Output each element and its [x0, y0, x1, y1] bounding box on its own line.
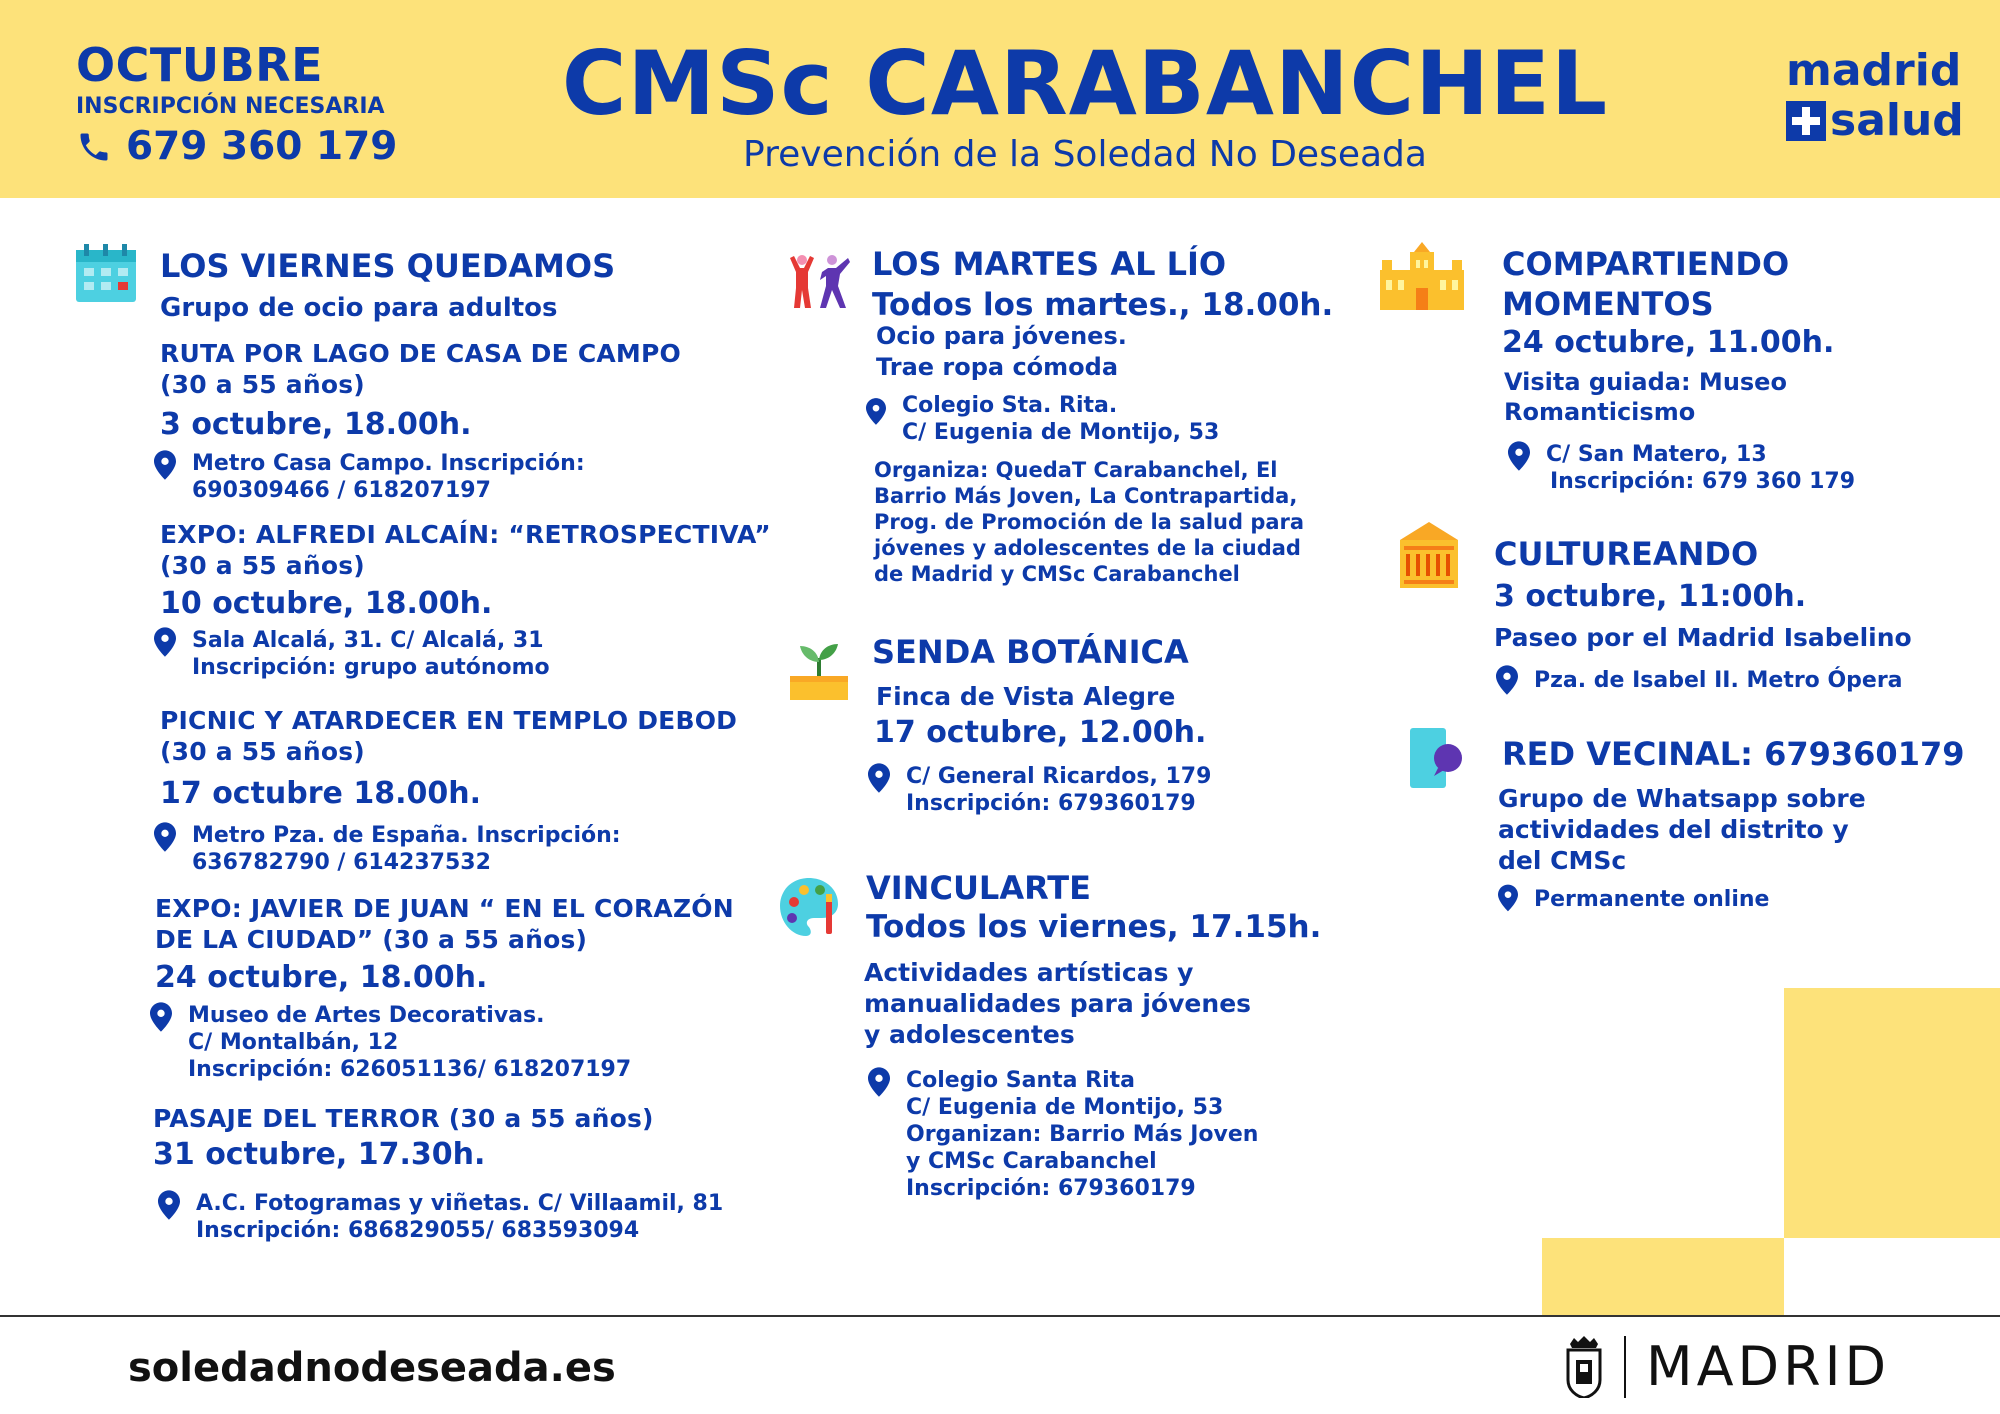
page-title: CMSc CARABANCHEL: [561, 32, 1609, 135]
location-line: Permanente online: [1534, 887, 1770, 912]
red-desc: [1498, 783, 1866, 876]
vincularte-title: VINCULARTE: [866, 869, 1091, 907]
event-alcain: [160, 519, 771, 623]
madrid-wordmark: MADRID: [1646, 1335, 1891, 1398]
martes-desc: [876, 321, 1127, 383]
decor-block-top: [1784, 988, 2000, 1238]
senda-date: 17 octubre, 12.00h.: [874, 715, 1207, 750]
event-title: EXPO: JAVIER DE JUAN “ EN EL CORAZÓN: [155, 894, 734, 923]
location-line: Sala Alcalá, 31. C/ Alcalá, 31: [192, 628, 544, 653]
location-line: Inscripción: 686829055/ 683593094: [196, 1218, 640, 1243]
org-line: Organiza: QuedaT Carabanchel, El: [874, 458, 1278, 482]
location-line: 690309466 / 618207197: [192, 478, 491, 503]
location-pin-icon: [154, 450, 176, 480]
event-title: PICNIC Y ATARDECER EN TEMPLO DEBOD: [160, 706, 738, 735]
vincularte-date: Todos los viernes, 17.15h.: [866, 909, 1322, 945]
location-line: C/ San Matero, 13: [1546, 442, 1767, 467]
location-line: Inscripción: 679360179: [906, 791, 1196, 816]
location-line: Metro Casa Campo. Inscripción:: [192, 451, 585, 476]
martes-title: LOS MARTES AL LÍO: [872, 245, 1227, 283]
event-title: EXPO: ALFREDI ALCAÍN: “RETROSPECTIVA”: [160, 520, 771, 549]
sprout-icon: [790, 640, 848, 700]
location-pin-icon: [868, 763, 890, 793]
calendar-icon: [76, 244, 136, 302]
location-line: Metro Pza. de España. Inscripción:: [192, 823, 621, 848]
event-pasaje-location: [158, 1190, 723, 1244]
senda-location: [868, 763, 1211, 817]
location-pin-icon: [1508, 441, 1530, 471]
logo-separator: [1624, 1336, 1626, 1398]
phone-number: 679 360 179: [126, 124, 398, 169]
location-line: A.C. Fotogramas y viñetas. C/ Villaamil, 81: [196, 1191, 724, 1216]
event-ruta: [160, 338, 681, 444]
event-javier-location: [150, 1002, 631, 1083]
event-javier: [155, 893, 734, 997]
desc-line: Ocio para jóvenes.: [876, 322, 1127, 350]
dancing-people-icon: [786, 254, 852, 310]
location-line: y CMSc Carabanchel: [906, 1149, 1157, 1174]
location-pin-icon: [1498, 884, 1518, 912]
location-pin-icon: [154, 627, 176, 657]
cultureando-location: [1496, 665, 1903, 695]
desc-line: y adolescentes: [864, 1020, 1075, 1049]
theater-building-icon: [1396, 520, 1462, 588]
inscription-note: INSCRIPCIÓN NECESARIA: [76, 94, 385, 119]
location-line: C/ Montalbán, 12: [188, 1030, 399, 1055]
logo-line-2: salud: [1830, 95, 1964, 146]
location-pin-icon: [154, 822, 176, 852]
event-date: 3 octubre, 18.00h.: [160, 407, 472, 442]
location-pin-icon: [868, 1067, 890, 1097]
event-age: (30 a 55 años): [160, 737, 365, 766]
location-line: Organizan: Barrio Más Joven: [906, 1122, 1259, 1147]
event-title: PASAJE DEL TERROR (30 a 55 años): [153, 1104, 654, 1133]
palace-icon: [1380, 240, 1464, 310]
chat-phone-icon: [1410, 728, 1466, 788]
madrid-salud-logo: [1786, 46, 1964, 146]
paint-palette-icon: [778, 876, 840, 938]
event-age: (30 a 55 años): [160, 370, 365, 399]
viernes-title: LOS VIERNES QUEDAMOS: [160, 247, 616, 285]
location-line: C/ Eugenia de Montijo, 53: [906, 1095, 1224, 1120]
martes-location: [866, 392, 1219, 446]
org-line: de Madrid y CMSc Carabanchel: [874, 562, 1240, 586]
event-date: 24 octubre, 18.00h.: [155, 960, 488, 995]
location-pin-icon: [150, 1002, 172, 1032]
compartiendo-title: [1502, 244, 1789, 324]
cultureando-date: 3 octubre, 11:00h.: [1494, 579, 1807, 614]
event-age: (30 a 55 años): [160, 551, 365, 580]
month-label: OCTUBRE: [76, 38, 323, 92]
desc-line: Actividades artísticas y: [864, 958, 1194, 987]
cultureando-desc: Paseo por el Madrid Isabelino: [1494, 623, 1912, 652]
desc-line: Trae ropa cómoda: [876, 353, 1119, 381]
location-line: Pza. de Isabel II. Metro Ópera: [1534, 668, 1903, 693]
title-line: COMPARTIENDO: [1502, 245, 1790, 283]
logo-line-1: madrid: [1786, 45, 1962, 96]
location-line: Inscripción: grupo autónomo: [192, 655, 550, 680]
page-subtitle: Prevención de la Soledad No Deseada: [743, 134, 1427, 175]
event-title: RUTA POR LAGO DE CASA DE CAMPO: [160, 339, 681, 368]
org-line: jóvenes y adolescentes de la ciudad: [874, 536, 1301, 560]
location-line: Colegio Santa Rita: [906, 1068, 1136, 1093]
event-picnic-location: [154, 822, 621, 876]
title-line: MOMENTOS: [1502, 285, 1714, 323]
location-line: Museo de Artes Decorativas.: [188, 1003, 545, 1028]
red-location: [1498, 884, 1769, 913]
compartiendo-date: 24 octubre, 11.00h.: [1502, 325, 1835, 360]
plus-cross-icon: [1786, 101, 1826, 141]
location-line: Colegio Sta. Rita.: [902, 393, 1118, 418]
location-pin-icon: [1496, 665, 1518, 695]
event-date: 10 octubre, 18.00h.: [160, 586, 493, 621]
vincularte-location: [868, 1067, 1258, 1202]
desc-line: Visita guiada: Museo: [1504, 368, 1787, 396]
desc-line: del CMSc: [1498, 846, 1627, 875]
footer-website-link[interactable]: soledadnodeseada.es: [128, 1345, 616, 1391]
location-pin-icon: [866, 398, 886, 425]
desc-line: actividades del distrito y: [1498, 815, 1849, 844]
footer-divider: [0, 1315, 2000, 1317]
event-pasaje: [153, 1103, 654, 1174]
event-ruta-location: [154, 450, 585, 504]
desc-line: Grupo de Whatsapp sobre: [1498, 784, 1866, 813]
location-line: Inscripción: 679 360 179: [1550, 469, 1856, 494]
decor-block-bottom: [1542, 1238, 1784, 1315]
org-line: Barrio Más Joven, La Contrapartida,: [874, 484, 1298, 508]
event-alcain-location: [154, 627, 550, 681]
vincularte-desc: [864, 957, 1251, 1050]
senda-title: SENDA BOTÁNICA: [872, 633, 1189, 671]
coat-of-arms-icon: [1564, 1336, 1604, 1398]
desc-line: Romanticismo: [1504, 398, 1696, 426]
event-date: 17 octubre 18.00h.: [160, 776, 481, 811]
compartiendo-desc: [1504, 367, 1787, 427]
martes-date: Todos los martes., 18.00h.: [872, 287, 1334, 323]
red-title: RED VECINAL: 679360179: [1502, 735, 1965, 773]
event-date: 31 octubre, 17.30h.: [153, 1137, 486, 1172]
location-line: Inscripción: 679360179: [906, 1176, 1196, 1201]
event-age: DE LA CIUDAD” (30 a 55 años): [155, 925, 588, 954]
org-line: Prog. de Promoción de la salud para: [874, 510, 1305, 534]
location-line: Inscripción: 626051136/ 618207197: [188, 1057, 632, 1082]
viernes-subtitle: Grupo de ocio para adultos: [160, 293, 558, 323]
location-line: C/ General Ricardos, 179: [906, 764, 1212, 789]
madrid-city-logo: [1564, 1335, 1890, 1398]
location-line: C/ Eugenia de Montijo, 53: [902, 420, 1220, 445]
martes-organizers: [874, 457, 1304, 587]
compartiendo-location: [1508, 441, 1855, 495]
event-picnic: [160, 705, 737, 813]
senda-place: Finca de Vista Alegre: [876, 682, 1176, 711]
desc-line: manualidades para jóvenes: [864, 989, 1252, 1018]
location-line: 636782790 / 614237532: [192, 850, 491, 875]
cultureando-title: CULTUREANDO: [1494, 535, 1759, 573]
location-pin-icon: [158, 1190, 180, 1220]
